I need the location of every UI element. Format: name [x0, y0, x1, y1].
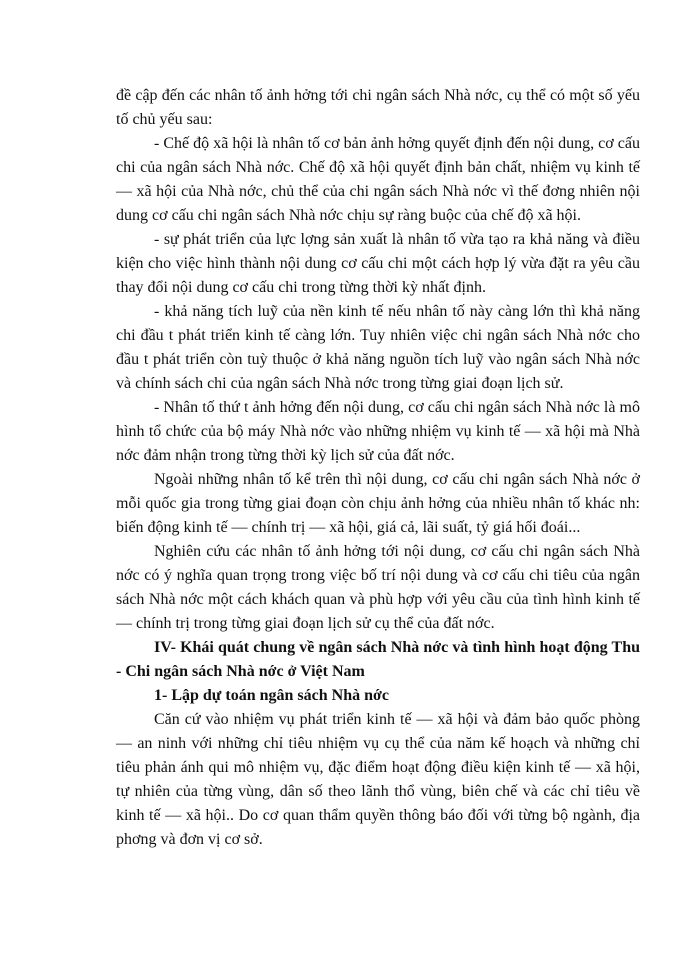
paragraph-research-significance: Nghiên cứu các nhân tố ảnh hởng tới nội dung, cơ cấu chi ngân sách Nhà nớc có ý nghĩa quan trọng trong việc bố trí nội dung và cơ cấu chi tiêu của ngân sách Nhà nớc một cách khách quan và phù hợp với yêu cầu của tình hình kinh tế — chính trị trong từng giai đoạn lịch sử cụ thể của đất nớc. [116, 543, 640, 632]
paragraph-other-factors: Ngoài những nhân tố kể trên thì nội dung, cơ cấu chi ngân sách Nhà nớc ở mỗi quốc gia trong từng giai đoạn còn chịu ảnh hởng của nhiều nhân tố khác nh: biến động kinh tế — chính trị — xã hội, giá cả, lãi suất, tỷ giá hối đoái... [116, 471, 640, 536]
paragraph-production-forces: - sự phát triển của lực lợng sản xuất là nhân tố vừa tạo ra khả năng và điều kiện cho việc hình thành nội dung cơ cấu chi một cách hợp lý vừa đặt ra yêu cầu thay đổi nội dung cơ cấu chi trong từng thời kỳ nhất định. [116, 231, 640, 296]
document-body [116, 84, 640, 852]
section-heading: IV- Khái quát chung về ngân sách Nhà nớc và tình hình hoạt động Thu - Chi ngân sách Nhà nớc ở Việt Nam [116, 639, 640, 680]
paragraph-social-regime: - Chế độ xã hội là nhân tố cơ bản ảnh hởng quyết định đến nội dung, cơ cấu chi của ngân sách Nhà nớc. Chế độ xã hội quyết định bản chất, nhiệm vụ kinh tế — xã hội của Nhà nớc, chủ thể của chi ngân sách Nhà nớc vì thế đơng nhiên nội dung cơ cấu chi ngân sách Nhà nớc chịu sự ràng buộc của chế độ xã hội. [116, 135, 640, 224]
subsection-heading: 1- Lập dự toán ngân sách Nhà nớc [154, 687, 389, 704]
paragraph-accumulation: - khả năng tích luỹ của nền kinh tế nếu nhân tố này càng lớn thì khả năng chi đầu t phát triển kinh tế càng lớn. Tuy nhiên việc chi ngân sách Nhà nớc cho đầu t phát triển còn tuỳ thuộc ở khả năng nguồn tích luỹ vào ngân sách Nhà nớc và chính sách chi của ngân sách Nhà nớc trong từng giai đoạn lịch sử. [116, 303, 640, 392]
paragraph-state-apparatus: - Nhân tố thứ t ảnh hởng đến nội dung, cơ cấu chi ngân sách Nhà nớc là mô hình tổ chức của bộ máy Nhà nớc vào những nhiệm vụ kinh tế — xã hội mà Nhà nớc đảm nhận trong từng thời kỳ lịch sử của đất nớc. [116, 399, 640, 464]
paragraph-intro: đề cập đến các nhân tố ảnh hởng tới chi ngân sách Nhà nớc, cụ thể có một số yếu tố chủ yếu sau: [116, 87, 640, 128]
paragraph-budget-planning: Căn cứ vào nhiệm vụ phát triển kinh tế — xã hội và đảm bảo quốc phòng — an ninh với những chỉ tiêu nhiệm vụ cụ thể của năm kế hoạch và những chỉ tiêu phản ánh qui mô nhiệm vụ, đặc điểm hoạt động điều kiện kinh tế — xã hội, tự nhiên của từng vùng, dân số theo lãnh thổ vùng, biên chế và các chỉ tiêu về kinh tế — xã hội.. Do cơ quan thẩm quyền thông báo đối với từng bộ ngành, địa phơng và đơn vị cơ sở. [116, 711, 640, 848]
